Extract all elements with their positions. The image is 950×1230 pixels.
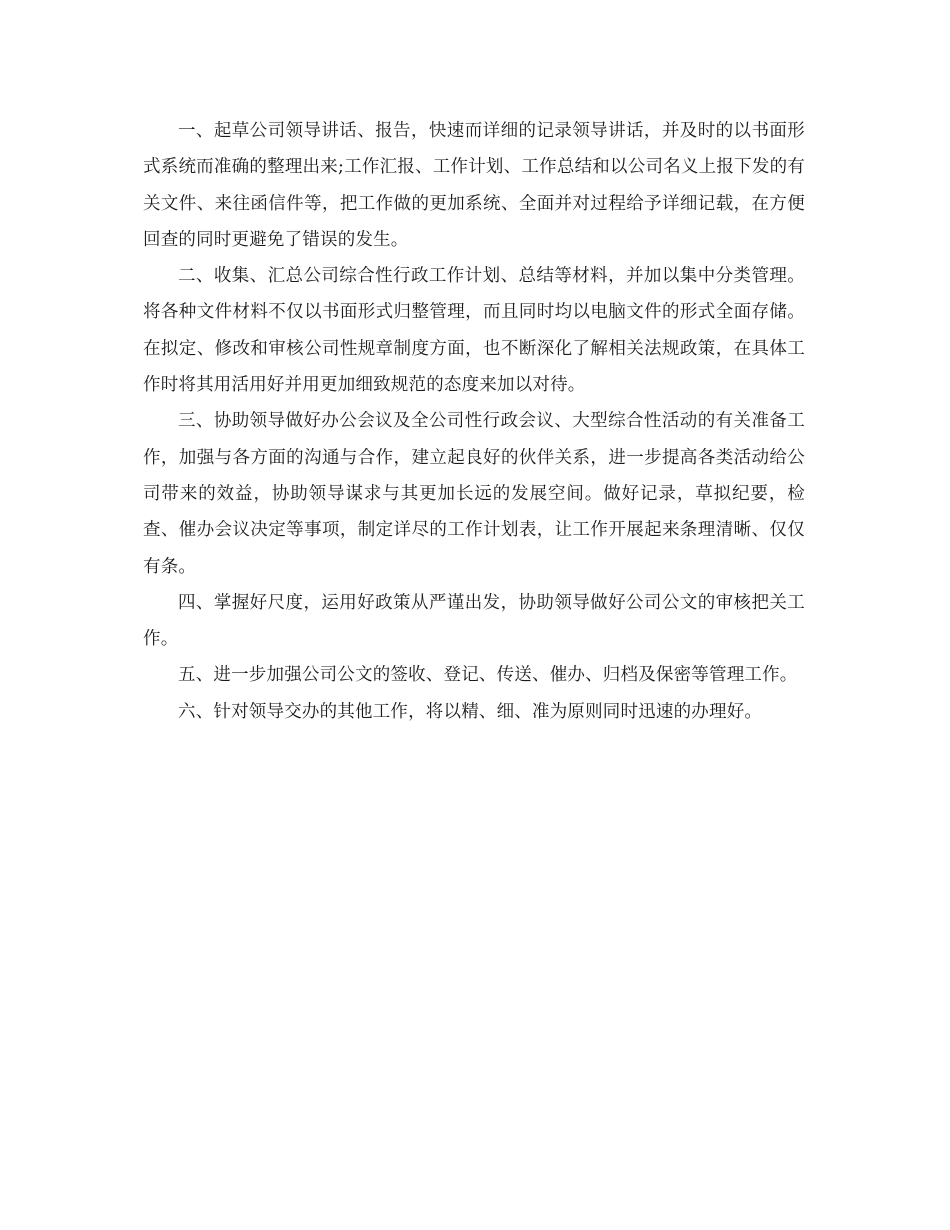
paragraph-1: 一、起草公司领导讲话、报告，快速而详细的记录领导讲话，并及时的以书面形式系统而准确的整理出来;工作汇报、工作计划、工作总结和以公司名义上报下发的有关文件、来往函信件等，把工作做的更加系统、全面并对过程给予详细记载，在方便回查的同时更避免了错误的发生。	[143, 121, 805, 250]
paragraph-3: 三、协助领导做好办公会议及全公司性行政会议、大型综合性活动的有关准备工作，加强与各方面的沟通与合作，建立起良好的伙伴关系，进一步提高各类活动给公司带来的效益，协助领导谋求与其更加长远的发展空间。做好记录，草拟纪要，检查、催办会议决定等事项，制定详尽的工作计划表，让工作开展起来条理清晰、仅仅有条。	[143, 411, 805, 577]
document-body	[143, 113, 805, 730]
paragraph-5: 五、进一步加强公司公文的签收、登记、传送、催办、归档及保密等管理工作。	[178, 665, 798, 686]
paragraph-2: 二、收集、汇总公司综合性行政工作计划、总结等材料，并加以集中分类管理。将各种文件材料不仅以书面形式归整管理，而且同时均以电脑文件的形式全面存储。在拟定、修改和审核公司性规章制度方面，也不断深化了解相关法规政策，在具体工作时将其用活用好并用更加细致规范的态度来加以对待。	[143, 266, 805, 396]
paragraph-6: 六、针对领导交办的其他工作，将以精、细、准为原则同时迅速的办理好。	[178, 701, 763, 722]
paragraph-4: 四、掌握好尺度，运用好政策从严谨出发，协助领导做好公司公文的审核把关工作。	[143, 592, 805, 650]
